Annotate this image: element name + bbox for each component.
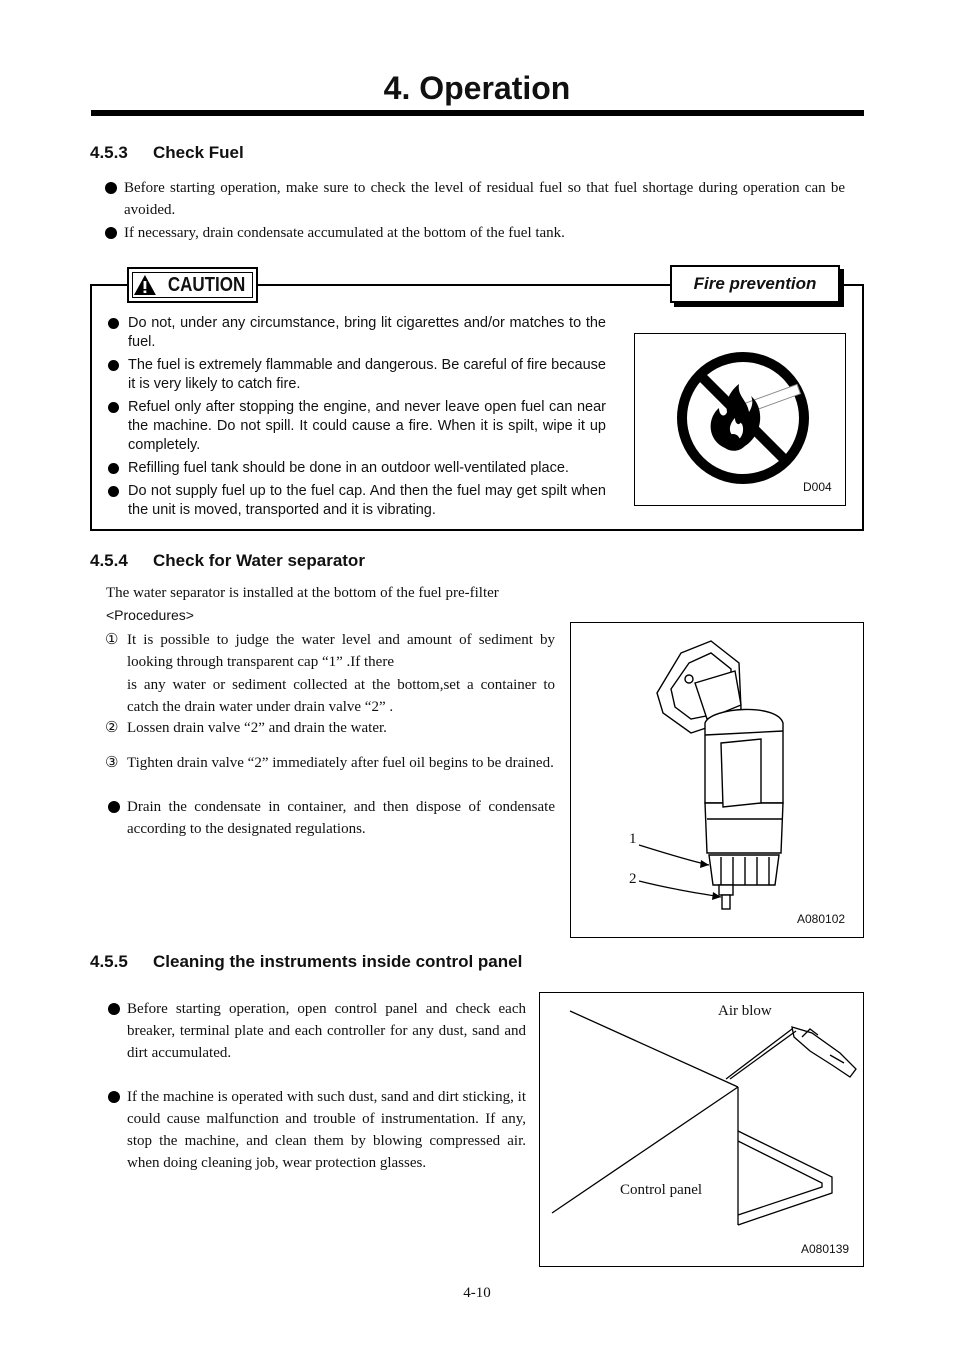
section-number: 4.5.4: [90, 551, 128, 570]
list-item: Drain the condensate in container, and then dispose of condensate according to the designated regulations.: [127, 796, 555, 840]
bullet-text: Before starting operation, make sure to check the level of residual fuel so that fuel shortage during operation can be avoided.: [124, 180, 845, 218]
page-number: 4-10: [463, 1285, 491, 1301]
intro-text: The water separator is installed at the bottom of the fuel pre-filter: [106, 585, 499, 601]
list-item: [124, 177, 845, 221]
caution-item: Refuel only after stopping the engine, and never leave open fuel can near the machine. Do not spill. It could cause a fire. When it is spilt, wipe it up completely.: [128, 398, 606, 455]
procedure-step: ② Lossen drain valve “2” and drain the water.: [127, 717, 555, 739]
section-title: Check for Water separator: [153, 551, 365, 570]
step-marker: ③: [105, 755, 119, 771]
bullet-icon: [108, 463, 119, 474]
section-title: Check Fuel: [153, 143, 244, 162]
bullet-icon: [105, 182, 117, 194]
procedures-label: <Procedures>: [106, 607, 194, 623]
step-marker: ①: [105, 632, 119, 648]
bullet-icon: [108, 1091, 120, 1103]
bullet-icon: [105, 227, 117, 239]
figure-code: A080139: [801, 1242, 850, 1256]
air-blow-label: Air blow: [718, 1003, 772, 1019]
bullet-icon: [108, 318, 119, 329]
water-separator-figure: [570, 622, 864, 938]
procedure-step: ① It is possible to judge the water level and amount of sediment by looking through transparent cap “1” .If there: [127, 629, 555, 673]
fire-prevention-tab: [670, 265, 840, 303]
caution-item: Do not, under any circumstance, bring lit cigarettes and/or matches to the fuel.: [128, 314, 606, 352]
control-panel-drawing: [540, 993, 863, 1266]
list-item: If the machine is operated with such dust, sand and dirt sticking, it could cause malfunction and trouble of instrumentation. If any, stop the machine, and clean them by blowing compressed air. when doing cleaning job, wear protection glasses.: [127, 1086, 526, 1174]
figure-code: A080102: [797, 912, 846, 926]
bullet-icon: [108, 801, 120, 813]
title-rule: [91, 110, 864, 116]
caution-item: Refilling fuel tank should be done in an outdoor well-ventilated place.: [128, 459, 606, 478]
callout-label-2: 2: [629, 871, 637, 887]
caution-item: Do not supply fuel up to the fuel cap. And then the fuel may get spilt when the unit is moved, transported and it is vibrating.: [128, 482, 606, 520]
bullet-icon: [108, 1003, 120, 1015]
water-separator-drawing: [571, 623, 863, 937]
control-panel-label: Control panel: [620, 1182, 703, 1198]
section-heading-4-5-5: [90, 952, 522, 972]
section-heading-4-5-4: [90, 551, 365, 571]
section-title: Cleaning the instruments inside control panel: [153, 952, 523, 971]
caution-label: CAUTION: [167, 273, 246, 296]
fire-prevention-label: Fire prevention: [693, 274, 817, 293]
control-panel-figure: [539, 992, 864, 1267]
procedure-step: ③ Tighten drain valve “2” immediately after fuel oil begins to be drained.: [127, 752, 555, 774]
list-item: [124, 222, 845, 244]
bullet-icon: [108, 402, 119, 413]
no-fire-figure: [634, 333, 846, 506]
list-item: Before starting operation, open control panel and check each breaker, terminal plate and each controller for any dust, sand and dirt accumulated.: [127, 998, 526, 1064]
bullet-icon: [108, 360, 119, 371]
caution-badge: [127, 267, 258, 303]
section-heading-4-5-3: [90, 143, 244, 163]
bullet-icon: [108, 486, 119, 497]
figure-code: D004: [803, 480, 832, 494]
page-title: 4. Operation: [383, 70, 571, 106]
no-open-flame-icon: [673, 348, 813, 488]
step-marker: ②: [105, 720, 119, 736]
section-number: 4.5.3: [90, 143, 128, 162]
bullet-text: If necessary, drain condensate accumulated at the bottom of the fuel tank.: [124, 225, 565, 241]
callout-label-1: 1: [629, 831, 637, 847]
section-number: 4.5.5: [90, 952, 128, 971]
caution-item: The fuel is extremely flammable and dangerous. Be careful of fire because it is very likely to catch fire.: [128, 356, 606, 394]
procedure-step-continued: is any water or sediment collected at the bottom,set a container to catch the drain water under drain valve “2” .: [127, 677, 555, 715]
warning-triangle-icon: [133, 274, 157, 296]
